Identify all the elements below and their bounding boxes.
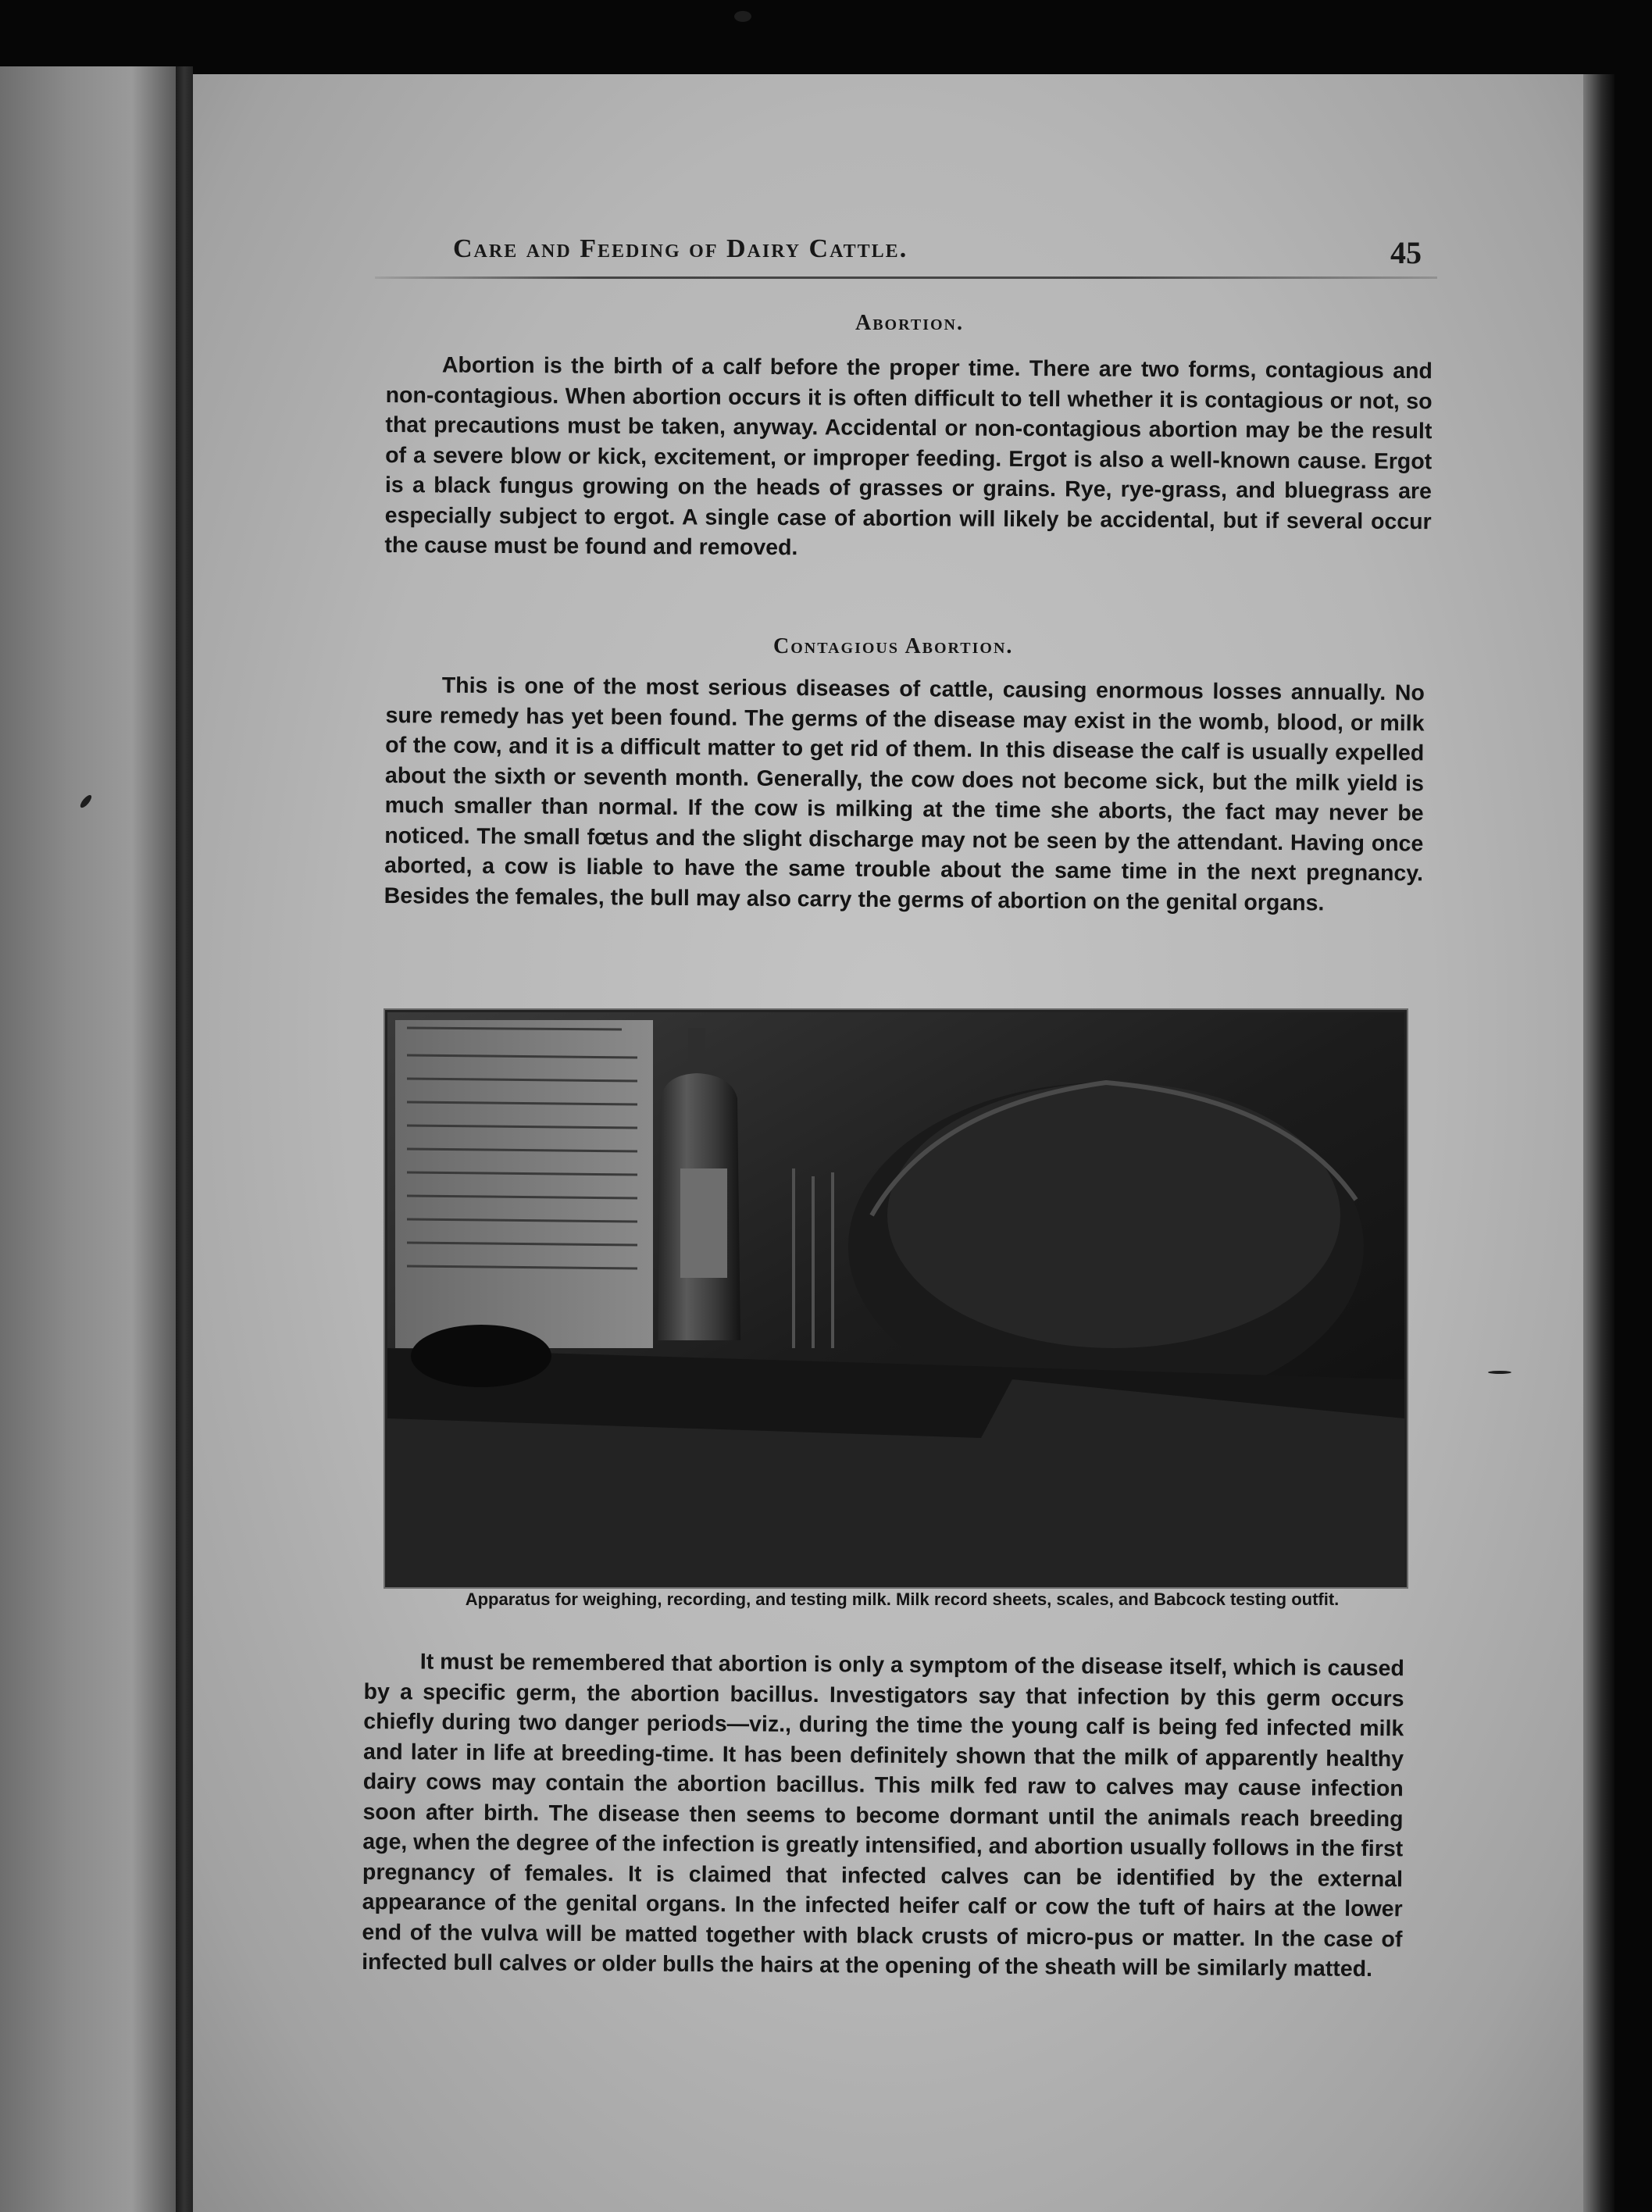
- scan-speck: [734, 11, 751, 22]
- scan-speck: [1488, 1371, 1511, 1374]
- running-title: Care and Feeding of Dairy Cattle.: [453, 234, 908, 263]
- section-heading-abortion: Abortion.: [855, 311, 964, 335]
- figure-caption: Apparatus for weighing, recording, and testing milk. Milk record sheets, scales, and Babcock testing outfit.: [465, 1589, 1340, 1609]
- page-right-edge: [1583, 74, 1615, 2212]
- paragraph-abortion: Abortion is the birth of a calf before the proper time. There are two forms, contagious and non-contagious. When abortion occurs it is often difficult to tell whether it is contagious or not, so that precautions must be taken, anyway. Accidental or non-contagious abortion may be the result of a severe blow or kick, excitement, or improper feeding. Ergot is also a well-known cause. Ergot is a black fungus growing on the heads of grasses or grains. Rye, rye-grass, and bluegrass are especially subject to ergot. A single case of abortion will likely be accidental, but if several occur the cause must be found and removed.: [384, 352, 1433, 561]
- paragraph-contagious-abortion-1: This is one of the most serious diseases of cattle, causing enormous losses annually. No sure remedy has yet been found. The germs of the disease may exist in the womb, blood, or milk of the cow, and it is a difficult matter to get rid of them. In this disease the calf is usually expelled about the sixth or seventh month. Generally, the cow does not become sick, but the milk yield is much smaller than normal. If the cow is milking at the time she aborts, the fact may never be noticed. The small fœtus and the slight discharge may not be seen by the attendant. Having once aborted, a cow is liable to have the same trouble about the same time in the next pregnancy. Besides the females, the bull may also carry the germs of abortion on the genital organs.: [384, 673, 1425, 915]
- section-heading-contagious-abortion: Contagious Abortion.: [773, 634, 1014, 658]
- facing-page-edge: [0, 66, 176, 2212]
- book-gutter: [176, 66, 193, 2212]
- page-number: 45: [1390, 235, 1422, 270]
- header-rule: [375, 276, 1437, 279]
- milk-testing-apparatus-image: [387, 1012, 1404, 1585]
- figure-photograph: [385, 1010, 1407, 1587]
- paragraph-contagious-abortion-2: It must be remembered that abortion is only a symptom of the disease itself, which is caused by a specific germ, the abortion bacillus. Investigators say that infection by this germ occurs chiefly during two danger periods—viz., during the time the young calf is being fed infected milk and later in life at breeding-time. It has been definitely shown that the milk of apparently healthy dairy cows may contain the abortion bacillus. This milk fed raw to calves may cause infection soon after birth. The disease then seems to become dormant until the animals reach breeding age, when the degree of the infection is greatly intensified, and abortion usually follows in the first pregnancy of females. It is claimed that infected calves can be identified by the external appearance of the genital organs. In the infected heifer calf or cow the tuft of hairs at the lower end of the vulva will be matted together with black crusts of micro-pus or matter. In the case of infected bull calves or older bulls the hairs at the opening of the sheath will be similarly matted.: [362, 1649, 1404, 1982]
